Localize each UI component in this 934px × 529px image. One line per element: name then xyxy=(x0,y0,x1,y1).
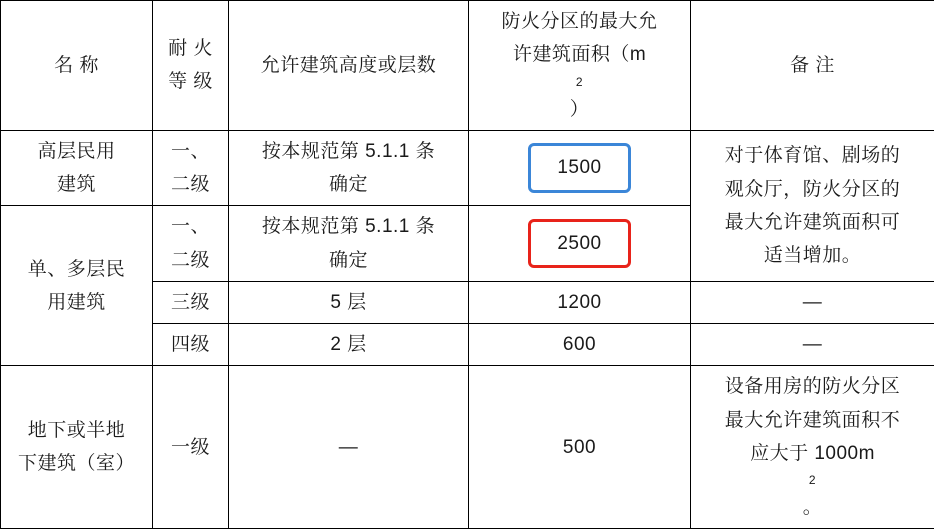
header-fire-grade-line2: 等 级 xyxy=(159,65,222,98)
row-basement-note-superscript: 2 xyxy=(697,470,928,491)
row-basement-note-line3-text: 应大于 1000m xyxy=(697,437,928,470)
area-value-highlighted-blue: 1500 xyxy=(528,143,630,192)
row-lowrise-height-line2: 确定 xyxy=(235,244,462,277)
header-note-label: 备 注 xyxy=(790,55,835,76)
row-lowrise-note-4: — xyxy=(691,324,934,366)
header-max-area-superscript: 2 xyxy=(475,72,684,93)
header-max-area-line2 xyxy=(475,38,684,126)
row-lowrise-area-12 xyxy=(469,206,691,282)
row-lowrise-height-3: 5 层 xyxy=(229,281,469,323)
header-allowed-height-label: 允许建筑高度或层数 xyxy=(261,55,437,76)
row-highrise-height xyxy=(229,130,469,206)
row-lowrise-grade-12 xyxy=(153,206,229,282)
row-highrise-height-line2: 确定 xyxy=(235,168,462,201)
header-max-area-line2-text: 许建筑面积（m xyxy=(475,38,684,71)
row-highrise-name-line1: 高层民用 xyxy=(7,135,146,168)
row-highrise-grade-line2: 二级 xyxy=(159,168,222,201)
table-header-row xyxy=(1,1,934,131)
header-max-area-line2-end: ） xyxy=(475,93,684,126)
row-basement-name-line1: 地下或半地 xyxy=(7,414,146,447)
row-lowrise-grade-3: 三级 xyxy=(153,281,229,323)
row-lowrise-grade-4: 四级 xyxy=(153,324,229,366)
row-lowrise-note-3: — xyxy=(691,281,934,323)
note-line-2: 观众厅，防火分区的 xyxy=(697,173,928,206)
note-line-1: 对于体育馆、剧场的 xyxy=(697,139,928,172)
row-lowrise-height-12 xyxy=(229,206,469,282)
row-basement-note-line2: 最大允许建筑面积不 xyxy=(697,404,928,437)
row-highrise-grade xyxy=(153,130,229,206)
area-value-highlighted-red: 2500 xyxy=(528,219,630,268)
row-highrise-height-line1: 按本规范第 5.1.1 条 xyxy=(235,135,462,168)
row-basement-note-line3-end: 。 xyxy=(697,491,928,524)
header-note xyxy=(691,1,934,131)
header-fire-grade xyxy=(153,1,229,131)
row-lowrise-height-4: 2 层 xyxy=(229,324,469,366)
header-fire-grade-line1: 耐 火 xyxy=(159,32,222,65)
header-name-label: 名 称 xyxy=(54,55,99,76)
header-name xyxy=(1,1,153,131)
row-basement-name xyxy=(1,366,153,529)
header-allowed-height xyxy=(229,1,469,131)
row-basement-grade: 一级 xyxy=(153,366,229,529)
row-lowrise-grade-line2: 二级 xyxy=(159,244,222,277)
row-lowrise-area-3: 1200 xyxy=(469,281,691,323)
row-highrise-name xyxy=(1,130,153,206)
row-basement-height: — xyxy=(229,366,469,529)
row-lowrise-grade-line1: 一、 xyxy=(159,210,222,243)
row-lowrise-name-line2: 用建筑 xyxy=(7,286,146,319)
row-basement-area: 500 xyxy=(469,366,691,529)
row-basement-note-line1: 设备用房的防火分区 xyxy=(697,370,928,403)
note-sports-theater xyxy=(691,130,934,281)
header-max-area xyxy=(469,1,691,131)
row-lowrise-height-line1: 按本规范第 5.1.1 条 xyxy=(235,210,462,243)
row-lowrise-name xyxy=(1,206,153,366)
row-highrise-name-line2: 建筑 xyxy=(7,168,146,201)
header-max-area-line1: 防火分区的最大允 xyxy=(475,5,684,38)
row-highrise-area xyxy=(469,130,691,206)
row-lowrise-name-line1: 单、多层民 xyxy=(7,253,146,286)
note-line-3: 最大允许建筑面积可 xyxy=(697,206,928,239)
table-row xyxy=(1,130,934,206)
row-basement-name-line2: 下建筑（室） xyxy=(7,447,146,480)
row-basement-note-line3 xyxy=(697,437,928,525)
row-highrise-grade-line1: 一、 xyxy=(159,135,222,168)
row-basement-note xyxy=(691,366,934,529)
table-row xyxy=(1,366,934,529)
row-lowrise-area-4: 600 xyxy=(469,324,691,366)
note-line-4: 适当增加。 xyxy=(697,239,928,272)
